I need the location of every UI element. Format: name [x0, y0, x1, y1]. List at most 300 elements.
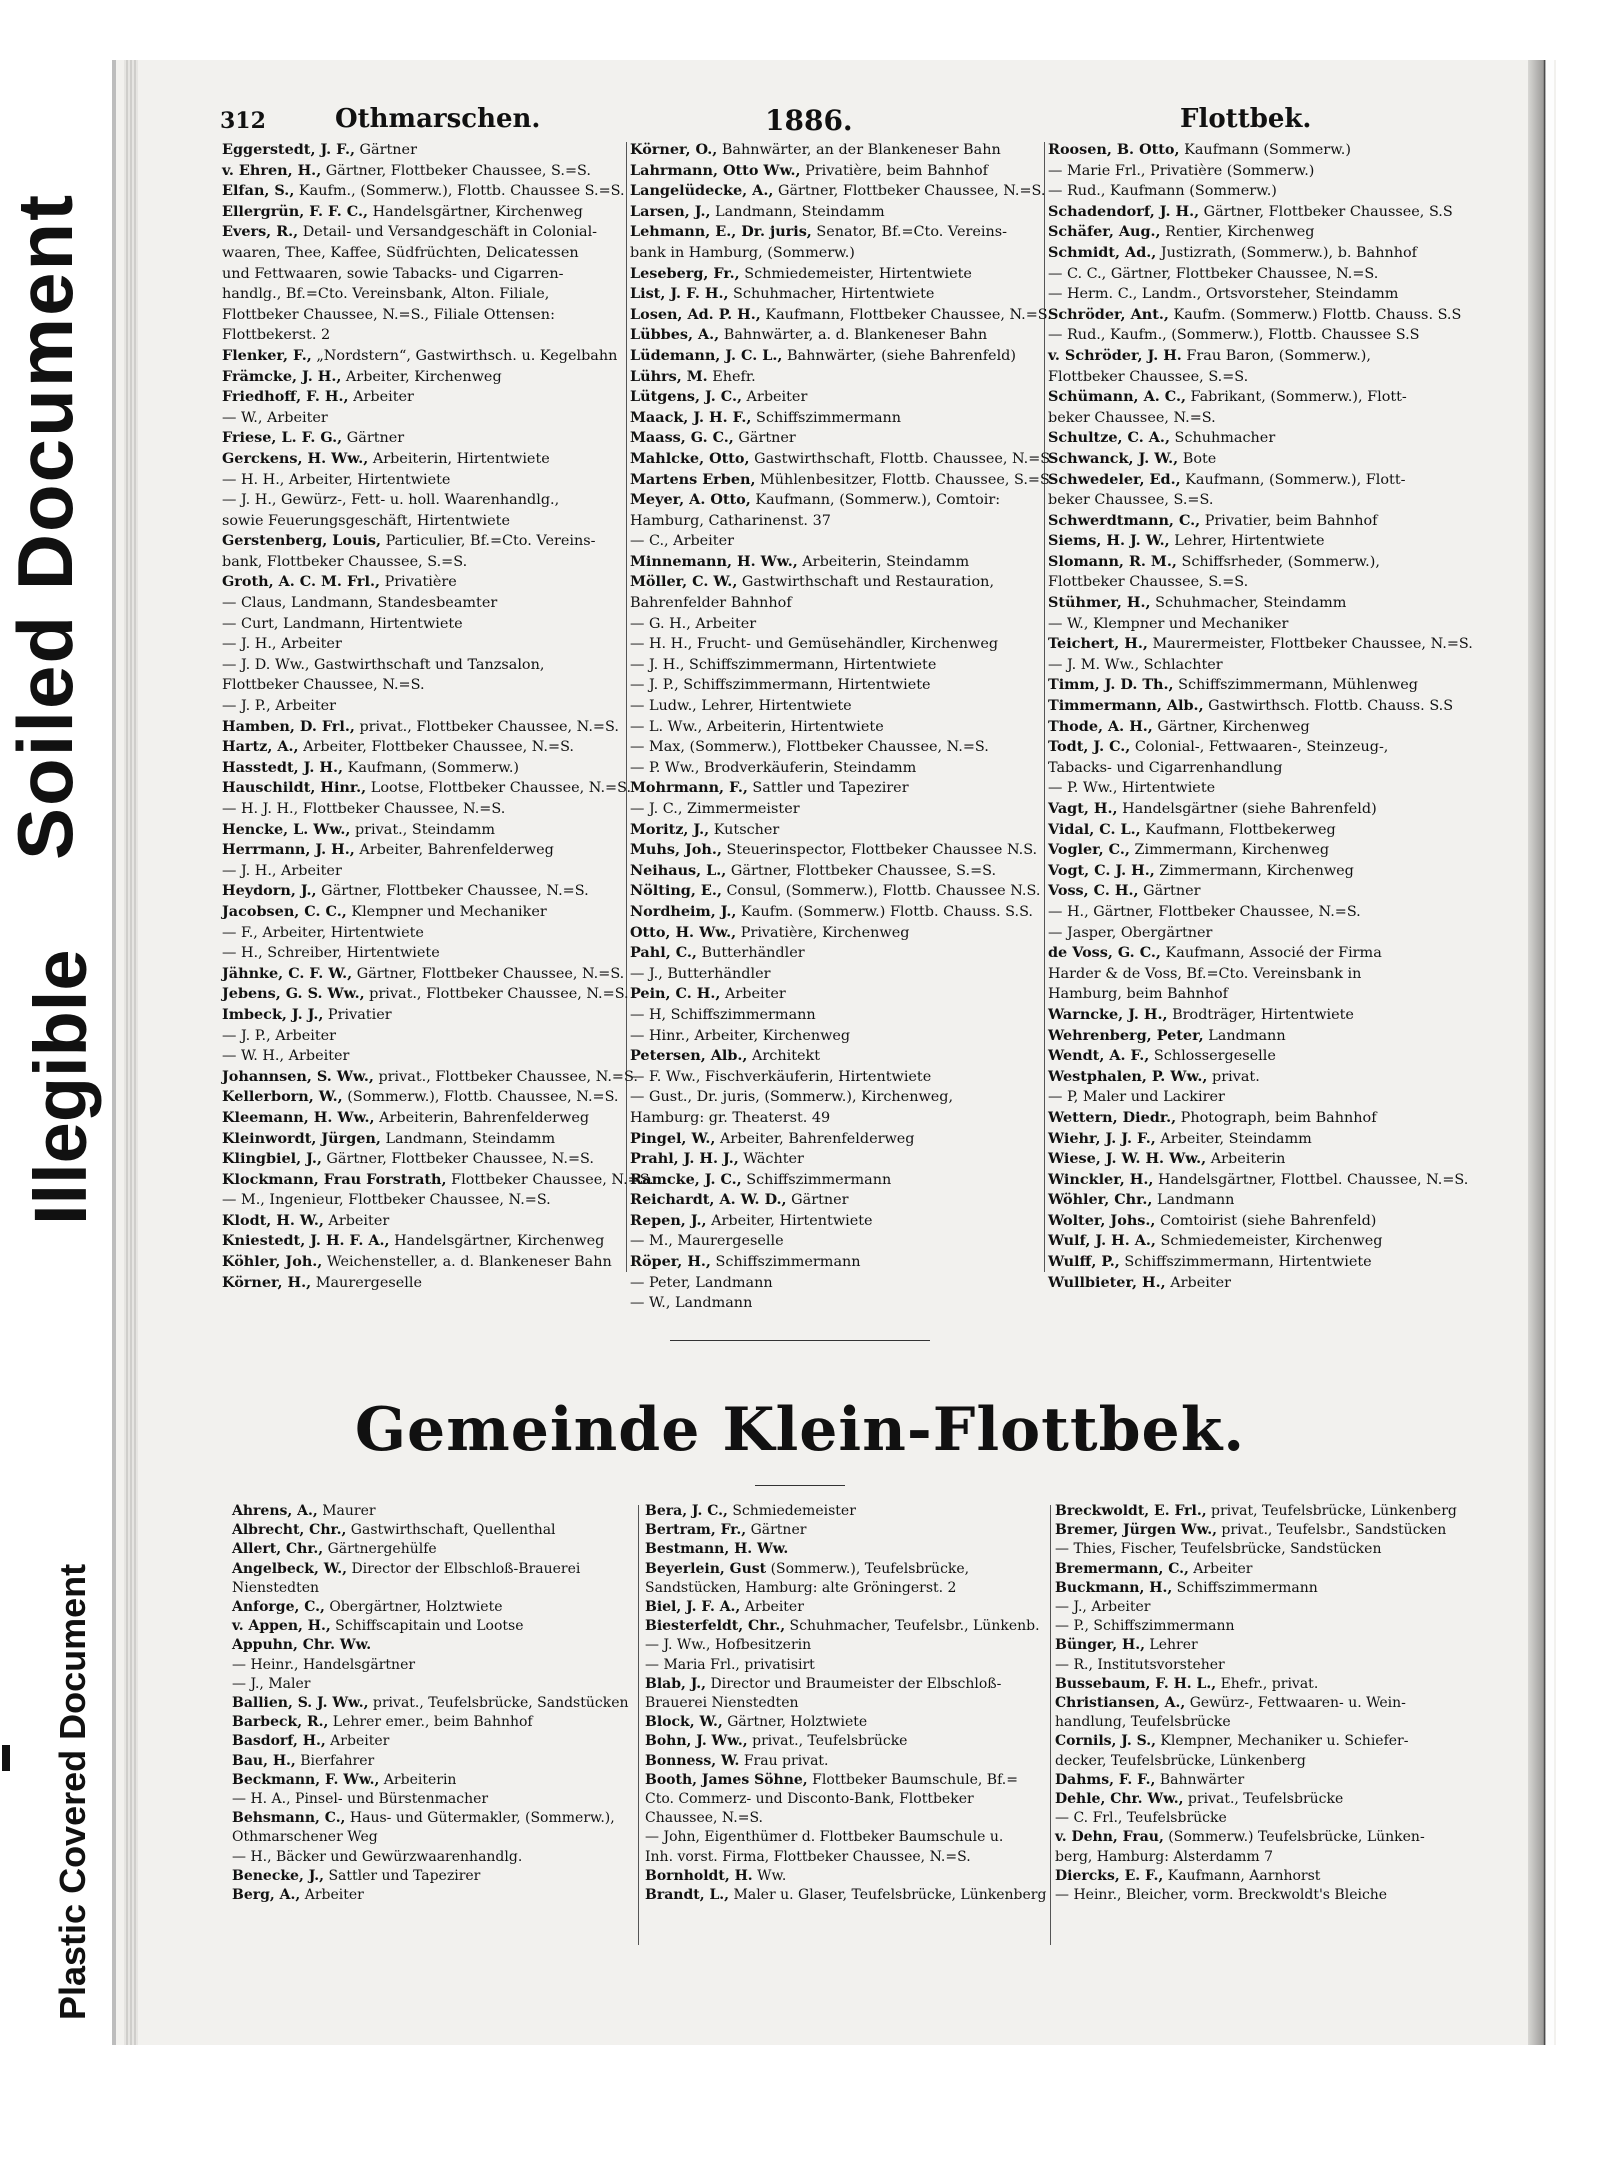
directory-entry — [630, 1129, 1040, 1150]
directory-entry — [222, 140, 622, 161]
entry-name: Bohn, J. Ww., — [645, 1733, 748, 1750]
entry-details: Handelsgärtner, Kirchenweg — [389, 1233, 605, 1250]
entry-name: Mahlcke, Otto, — [630, 449, 750, 467]
directory-entry — [232, 1598, 627, 1617]
entry-name: Lehmann, E., Dr. juris, — [630, 223, 812, 241]
entry-details: (Sommerw.), Flottb. Chaussee, N.=S. — [342, 1089, 619, 1106]
entry-details: Arbeiter, Bahrenfelderweg — [715, 1130, 915, 1147]
directory-entry — [630, 1067, 1040, 1088]
entry-details: Schiffszimmermann, Mühlenweg — [1173, 677, 1419, 694]
entry-details: privat., Steindamm — [350, 821, 495, 838]
directory-entry — [232, 1560, 627, 1579]
directory-entry — [1048, 428, 1458, 449]
directory-column-3 — [1048, 140, 1473, 1293]
entry-name: Slomann, R. M., — [1048, 552, 1177, 570]
entry-details: Maurermeister, Flottbeker Chaussee, N.=S. — [1147, 636, 1473, 653]
entry-details: Arbeiter, Hirtentwiete — [706, 1212, 873, 1229]
entry-name: Hamben, D. Frl., — [222, 717, 355, 735]
entry-name: Johannsen, S. Ww., — [222, 1067, 374, 1085]
entry-details: privat., Teufelsbrücke, Sandstücken — [368, 1695, 629, 1712]
entry-name: Ahrens, A., — [232, 1503, 318, 1519]
entry-details: — Maria Frl., privatisirt — [645, 1656, 815, 1673]
directory-entry — [222, 428, 622, 449]
entry-details: beker Chaussee, S.=S. — [1048, 492, 1214, 509]
entry-name: Schümann, A. C., — [1048, 388, 1186, 406]
entry-details: — Ludw., Lehrer, Hirtentwiete — [630, 698, 852, 715]
entry-details: Gärtner — [733, 430, 796, 447]
directory-entry — [1055, 1521, 1450, 1540]
entry-name: Klockmann, Frau Forstrath, — [222, 1170, 447, 1188]
entry-details: Schuhmacher, Steindamm — [1150, 595, 1347, 612]
directory-entry — [630, 490, 1040, 511]
directory-entry — [630, 840, 1040, 861]
directory-entry — [222, 346, 622, 367]
directory-entry — [222, 408, 622, 429]
entry-details: Cto. Commerz- und Disconto-Bank, Flottbeker — [645, 1791, 974, 1808]
entry-name: Schröder, Ant., — [1048, 305, 1169, 323]
entry-details: Lehrer — [1144, 1637, 1198, 1654]
entry-details: Frau privat. — [739, 1752, 829, 1769]
entry-details: — H. A., Pinsel- und Bürstenmacher — [232, 1791, 489, 1808]
entry-name: Wettern, Diedr., — [1048, 1108, 1177, 1126]
directory-entry — [222, 367, 622, 388]
entry-details: Arbeiterin — [379, 1771, 457, 1788]
directory-entry — [1055, 1732, 1450, 1751]
entry-name: Kleemann, H. Ww., — [222, 1108, 375, 1126]
entry-details: (Sommerw.), Teufelsbrücke, — [766, 1560, 970, 1577]
directory-entry — [222, 861, 622, 882]
directory-entry — [232, 1636, 627, 1655]
entry-name: Groth, A. C. M. Frl., — [222, 573, 380, 591]
entry-details: Kaufmann, (Sommerw.), Flott- — [1180, 471, 1406, 488]
directory-entry — [1055, 1771, 1450, 1790]
directory-entry — [630, 1231, 1040, 1252]
directory-entry — [222, 1026, 622, 1047]
directory-entry — [630, 531, 1040, 552]
entry-details: Bote — [1178, 450, 1217, 467]
entry-details: Inh. vorst. Firma, Flottbeker Chaussee, N.=S. — [645, 1848, 971, 1865]
entry-name: Blab, J., — [645, 1675, 707, 1692]
entry-details: Gärtner — [746, 1522, 807, 1539]
entry-details: Bahnwärter, a. d. Blankeneser Bahn — [719, 327, 988, 344]
directory-entry — [1048, 470, 1458, 491]
entry-details: — Hinr., Arbeiter, Kirchenweg — [630, 1027, 851, 1044]
entry-name: Klodt, H. W., — [222, 1211, 324, 1229]
entry-details: Zimmermann, Kirchenweg — [1129, 842, 1330, 859]
directory-entry — [1048, 923, 1458, 944]
directory-entry — [222, 840, 622, 861]
entry-details: Schmiedemeister, Hirtentwiete — [739, 265, 972, 282]
directory-entry — [232, 1886, 627, 1905]
directory-entry — [630, 943, 1040, 964]
entry-details: — W., Landmann — [630, 1295, 753, 1312]
directory-entry — [630, 634, 1040, 655]
entry-details: Arbeiter — [741, 389, 808, 406]
entry-details: Maler u. Glaser, Teufelsbrücke, Lünkenberg — [729, 1887, 1047, 1904]
entry-name: Vagt, H., — [1048, 800, 1118, 817]
entry-details: — H. J. H., Flottbeker Chaussee, N.=S. — [222, 801, 506, 817]
entry-details: Director und Braumeister der Elbschloß- — [706, 1675, 1002, 1692]
column-divider — [638, 1505, 639, 1945]
entry-details: Landmann — [1203, 1027, 1286, 1044]
entry-name: Behsmann, C., — [232, 1810, 346, 1827]
section-rule — [670, 1340, 930, 1341]
directory-entry — [222, 1211, 622, 1232]
entry-details: Arbeiter — [300, 1887, 364, 1904]
entry-details: Gärtner — [786, 1192, 849, 1209]
directory-entry — [1048, 696, 1458, 717]
directory-entry — [1048, 140, 1458, 161]
entry-details: Privatier — [323, 1006, 392, 1023]
entry-name: Elfan, S., — [222, 182, 295, 200]
directory-entry — [222, 943, 622, 964]
entry-name: Otto, H. Ww., — [630, 923, 737, 941]
entry-name: Wendt, A. F., — [1048, 1047, 1150, 1065]
directory-entry — [645, 1713, 1045, 1732]
entry-details: Schlossergeselle — [1149, 1048, 1276, 1065]
directory-entry — [630, 470, 1054, 491]
entry-details: Bahnwärter, an der Blankeneser Bahn — [717, 142, 1001, 158]
entry-details: privat., Flottbeker Chaussee, N.=S. — [364, 986, 629, 1003]
directory-entry — [645, 1598, 1045, 1617]
entry-name: Herrmann, J. H., — [222, 841, 355, 859]
entry-details: Flottbeker Chaussee, S.=S. — [1048, 368, 1249, 385]
entry-details: — Heinr., Bleicher, vorm. Breckwoldt's Bleiche — [1055, 1887, 1388, 1904]
entry-name: Eggerstedt, J. F., — [222, 141, 355, 158]
entry-name: v. Ehren, H., — [222, 161, 322, 179]
entry-details: Consul, (Sommerw.), Flottb. Chaussee N.S. — [721, 883, 1041, 900]
entry-name: Bau, H., — [232, 1752, 296, 1769]
entry-name: Schadendorf, J. H., — [1048, 202, 1200, 220]
entry-details: Arbeiter — [740, 1599, 804, 1616]
directory-entry — [1048, 943, 1458, 964]
entry-name: Albrecht, Chr., — [232, 1522, 347, 1539]
directory-entry — [630, 181, 1046, 202]
directory-entry — [1048, 737, 1458, 758]
directory-entry — [630, 1087, 1040, 1108]
entry-details: Gärtnergehülfe — [323, 1541, 437, 1558]
entry-details: Kaufmann, Aarnhorst — [1163, 1867, 1321, 1884]
directory-entry — [630, 161, 1040, 182]
directory-entry — [630, 408, 1040, 429]
directory-entry — [630, 737, 1040, 758]
entry-details: Flottbeker Chaussee, N.=S., Filiale Ottensen: — [222, 306, 555, 323]
directory-entry — [1048, 1067, 1458, 1088]
entry-details: Arbeiterin, Hirtentwiete — [368, 450, 550, 467]
entry-name: List, J. F. H., — [630, 285, 729, 303]
entry-name: Appuhn, Chr. Ww. — [232, 1637, 372, 1654]
entry-details: Schiffszimmermann — [741, 1171, 892, 1188]
entry-details: Flottbeker Chaussee, S.=S. — [1048, 574, 1249, 591]
directory-entry — [1048, 593, 1458, 614]
directory-entry — [630, 1190, 1040, 1211]
directory-entry — [630, 305, 1052, 326]
entry-details: — J. P., Schiffszimmermann, Hirtentwiete — [630, 677, 931, 694]
directory-entry — [630, 593, 1040, 614]
entry-name: Larsen, J., — [630, 202, 711, 220]
entry-details: Gastwirthschaft, Flottb. Chaussee, N.=S. — [749, 450, 1055, 467]
directory-entry — [1048, 552, 1458, 573]
entry-details: Gärtner, Flottbeker Chaussee, N.=S. — [773, 183, 1046, 200]
entry-details: Arbeiterin, Steindamm — [797, 553, 970, 570]
entry-name: Bünger, H., — [1055, 1637, 1145, 1654]
entry-details: berg, Hamburg: Alsterdamm 7 — [1055, 1848, 1274, 1865]
entry-details: — Max, (Sommerw.), Flottbeker Chaussee, N.=S. — [630, 739, 989, 756]
entry-details: Schiffszimmermann — [1172, 1579, 1318, 1596]
directory-entry — [1055, 1598, 1450, 1617]
entry-name: Jähnke, C. F. W., — [222, 964, 353, 982]
page-number: 312 — [220, 108, 266, 134]
directory-entry — [222, 964, 625, 985]
directory-entry — [1048, 902, 1458, 923]
directory-entry — [222, 634, 622, 655]
entry-name: Leseberg, Fr., — [630, 264, 740, 282]
directory-entry — [645, 1656, 1045, 1675]
directory-entry — [1055, 1752, 1450, 1771]
directory-entry — [1048, 572, 1458, 593]
entry-details: Gärtner, Flottbeker Chaussee, N.=S. — [321, 1151, 594, 1168]
entry-name: Christiansen, A., — [1055, 1695, 1186, 1712]
entry-name: Schwerdtmann, C., — [1048, 511, 1201, 529]
directory-column-4 — [232, 1502, 627, 1905]
entry-details: Harder & de Voss, Bf.=Cto. Vereinsbank in — [1048, 965, 1362, 982]
entry-name: Maack, J. H. F., — [630, 408, 752, 426]
directory-entry — [222, 1190, 622, 1211]
entry-name: Bremer, Jürgen Ww., — [1055, 1522, 1217, 1539]
entry-details: — C., Arbeiter — [630, 533, 734, 550]
directory-entry — [222, 675, 622, 696]
entry-name: Heydorn, J., — [222, 882, 317, 900]
directory-entry — [232, 1694, 627, 1713]
directory-entry — [222, 1046, 622, 1067]
directory-entry — [222, 264, 622, 285]
entry-details: Arbeiterin — [1206, 1151, 1286, 1168]
entry-name: v. Schröder, J. H. — [1048, 346, 1182, 364]
directory-entry — [630, 552, 1040, 573]
entry-details: Detail- und Versandgeschäft in Colonial- — [298, 224, 598, 241]
directory-entry — [222, 243, 622, 264]
directory-entry — [630, 572, 1040, 593]
entry-details: Sandstücken, Hamburg: alte Gröningerst. 2 — [645, 1579, 957, 1596]
entry-details: Schiffszimmermann, Hirtentwiete — [1119, 1254, 1372, 1271]
directory-entry — [222, 161, 622, 182]
directory-entry — [1048, 799, 1458, 820]
entry-name: Hencke, L. Ww., — [222, 820, 351, 838]
entry-details: Justizrath, (Sommerw.), b. Bahnhof — [1156, 244, 1417, 261]
directory-entry — [222, 1087, 622, 1108]
entry-details: — J., Arbeiter — [1055, 1599, 1151, 1616]
entry-name: Gerckens, H. Ww., — [222, 449, 369, 467]
directory-entry — [222, 881, 622, 902]
entry-name: Thode, A. H., — [1048, 717, 1153, 735]
directory-entry — [222, 1005, 622, 1026]
entry-name: Lütgens, J. C., — [630, 388, 742, 406]
entry-details: — F. Ww., Fischverkäuferin, Hirtentwiete — [630, 1068, 932, 1085]
directory-entry — [222, 758, 622, 779]
directory-entry — [1048, 243, 1458, 264]
entry-details: Lehrer emer., beim Bahnhof — [328, 1714, 533, 1731]
entry-details: Rentier, Kirchenweg — [1160, 224, 1315, 241]
entry-name: Ballien, S. J. Ww., — [232, 1695, 369, 1712]
entry-name: Bremermann, C., — [1055, 1560, 1189, 1577]
entry-name: Ramcke, J. C., — [630, 1170, 742, 1188]
entry-details: — M., Ingenieur, Flottbeker Chaussee, N.=S. — [222, 1192, 551, 1209]
entry-details: Zimmermann, Kirchenweg — [1154, 862, 1354, 879]
directory-entry — [1048, 758, 1458, 779]
entry-details: decker, Teufelsbrücke, Lünkenberg — [1055, 1752, 1306, 1769]
entry-name: Vogler, C., — [1048, 841, 1130, 859]
entry-details: — H., Bäcker und Gewürzwaarenhandlg. — [232, 1848, 523, 1865]
directory-entry — [1048, 305, 1462, 326]
entry-name: Röper, H., — [630, 1253, 711, 1271]
entry-details: Kaufmann, Associé der Firma — [1160, 945, 1382, 962]
entry-details: Handelsgärtner (siehe Bahrenfeld) — [1117, 801, 1377, 817]
entry-details: Kaufmann, Flottbeker Chaussee, N.=S. — [760, 306, 1052, 323]
entry-details: — W., Klempner und Mechaniker — [1048, 615, 1289, 632]
directory-entry — [232, 1617, 627, 1636]
entry-name: Bornholdt, H. — [645, 1867, 753, 1884]
entry-name: Körner, O., — [630, 141, 718, 158]
entry-details: sowie Feuerungsgeschäft, Hirtentwiete — [222, 512, 510, 529]
entry-name: Angelbeck, W., — [232, 1560, 348, 1577]
entry-name: Wiehr, J. J. F., — [1048, 1129, 1156, 1147]
entry-details: Schuhmacher, Teufelsbr., Lünkenb. — [785, 1618, 1040, 1635]
entry-details: — J., Maler — [232, 1675, 311, 1692]
entry-details: — J. H., Gewürz-, Fett- u. holl. Waarenhandlg., — [222, 492, 560, 509]
entry-name: Wullbieter, H., — [1048, 1273, 1166, 1291]
directory-entry — [630, 1293, 1040, 1314]
entry-details: — L. Ww., Arbeiterin, Hirtentwiete — [630, 718, 884, 735]
entry-details: Gärtner, Flottbeker Chaussee, S.=S. — [321, 162, 591, 179]
entry-details: — J. H., Schiffszimmermann, Hirtentwiete — [630, 656, 937, 673]
directory-entry — [630, 614, 1040, 635]
entry-details: — H., Gärtner, Flottbeker Chaussee, N.=S. — [1048, 903, 1361, 920]
entry-name: Nordheim, J., — [630, 902, 737, 920]
entry-name: Todt, J. C., — [1048, 738, 1131, 756]
entry-name: Lahrmann, Otto Ww., — [630, 161, 801, 179]
directory-entry — [1055, 1579, 1450, 1598]
directory-entry — [1055, 1636, 1450, 1655]
entry-details: Wächter — [738, 1151, 804, 1168]
entry-details: Kaufm., (Sommerw.), Flottb. Chaussee S.=S. — [294, 183, 625, 200]
directory-entry — [1048, 778, 1458, 799]
directory-entry — [222, 222, 622, 243]
entry-details: Sattler und Tapezirer — [747, 780, 909, 797]
directory-entry — [222, 284, 622, 305]
entry-details: Handelsgärtner, Flottbel. Chaussee, N.=S. — [1153, 1171, 1469, 1188]
entry-details: — J. D. Ww., Gastwirthschaft und Tanzsalon, — [222, 656, 545, 673]
scan-stamp-strip — [0, 0, 112, 2177]
directory-entry — [1048, 655, 1458, 676]
column-divider — [626, 142, 627, 1272]
directory-entry — [630, 1026, 1040, 1047]
entry-name: Evers, R., — [222, 223, 299, 241]
directory-entry — [630, 202, 1040, 223]
entry-details: — H. H., Frucht- und Gemüsehändler, Kirchenweg — [630, 636, 999, 653]
directory-entry — [1055, 1790, 1450, 1809]
entry-name: Westphalen, P. Ww., — [1048, 1067, 1208, 1085]
directory-entry — [232, 1828, 627, 1847]
entry-name: Schwedeler, Ed., — [1048, 470, 1181, 488]
entry-name: Pein, C. H., — [630, 985, 721, 1003]
entry-details: Chaussee, N.=S. — [645, 1810, 764, 1827]
directory-entry — [222, 778, 632, 799]
entry-name: Lüdemann, J. C. L., — [630, 346, 783, 364]
entry-name: Cornils, J. S., — [1055, 1733, 1156, 1750]
directory-entry — [630, 675, 1040, 696]
entry-details: Bahnwärter — [1155, 1771, 1245, 1788]
entry-details: Gastwirthsch. Flottb. Chauss. S.S — [1203, 698, 1454, 715]
directory-column-2 — [630, 140, 1055, 1314]
entry-name: Prahl, J. H. J., — [630, 1150, 739, 1168]
directory-entry — [1048, 1087, 1458, 1108]
directory-entry — [1048, 202, 1458, 223]
directory-entry — [630, 655, 1040, 676]
entry-details: bank in Hamburg, (Sommerw.) — [630, 244, 855, 261]
entry-details: Colonial-, Fettwaaren-, Steinzeug-, — [1130, 739, 1389, 756]
directory-entry — [630, 1149, 1040, 1170]
directory-entry — [645, 1732, 1045, 1751]
directory-entry — [222, 490, 622, 511]
entry-name: Meyer, A. Otto, — [630, 491, 751, 509]
entry-name: Breckwoldt, E. Frl., — [1055, 1503, 1207, 1519]
directory-entry — [645, 1617, 1045, 1636]
entry-details: Arbeiter — [325, 1733, 390, 1750]
entry-details: Photograph, beim Bahnhof — [1176, 1109, 1377, 1126]
directory-entry — [222, 902, 622, 923]
directory-entry — [630, 511, 1040, 532]
directory-entry — [1048, 284, 1458, 305]
entry-details: privat., Teufelsbrücke — [1183, 1791, 1344, 1808]
entry-name: Allert, Chr., — [232, 1541, 324, 1558]
entry-details: Gärtner, Holztwiete — [722, 1714, 868, 1731]
entry-details: — J., Butterhändler — [630, 965, 771, 982]
directory-entry — [222, 531, 622, 552]
entry-name: Flenker, F., — [222, 346, 312, 364]
directory-entry — [222, 1231, 622, 1252]
entry-name: de Voss, G. C., — [1048, 944, 1161, 962]
entry-details: Particulier, Bf.=Cto. Vereins- — [381, 533, 596, 550]
entry-details: beker Chaussee, N.=S. — [1048, 409, 1216, 426]
directory-entry — [630, 428, 1040, 449]
entry-details: Bierfahrer — [295, 1752, 375, 1769]
directory-entry — [1055, 1828, 1450, 1847]
directory-entry — [232, 1809, 627, 1828]
entry-details: — P., Schiffszimmermann — [1055, 1618, 1235, 1635]
entry-name: Warncke, J. H., — [1048, 1005, 1168, 1023]
entry-name: Teichert, H., — [1048, 635, 1148, 653]
entry-name: Beyerlein, Gust — [645, 1560, 767, 1577]
entry-name: Bertram, Fr., — [645, 1522, 747, 1539]
directory-entry — [222, 202, 622, 223]
entry-name: Benecke, J., — [232, 1867, 324, 1884]
directory-entry — [222, 1067, 638, 1088]
entry-details: handlung, Teufelsbrücke — [1055, 1714, 1231, 1731]
entry-details: Gärtner, Flottbeker Chaussee, S.S — [1199, 203, 1453, 220]
entry-details: Flottbeker Baumschule, Bf.= — [807, 1771, 1018, 1788]
directory-entry — [630, 284, 1040, 305]
directory-entry — [232, 1771, 627, 1790]
entry-details: — F., Arbeiter, Hirtentwiete — [222, 924, 424, 941]
directory-entry — [232, 1713, 627, 1732]
entry-details: Director der Elbschloß-Brauerei — [347, 1560, 581, 1577]
entry-details: Arbeiter, Bahrenfelderweg — [354, 842, 554, 859]
entry-details: — Thies, Fischer, Teufelsbrücke, Sandstücken — [1055, 1541, 1382, 1558]
directory-entry — [232, 1675, 627, 1694]
entry-details: — J. M. Ww., Schlachter — [1048, 656, 1223, 673]
directory-entry — [630, 1252, 1040, 1273]
entry-name: Block, W., — [645, 1714, 723, 1731]
